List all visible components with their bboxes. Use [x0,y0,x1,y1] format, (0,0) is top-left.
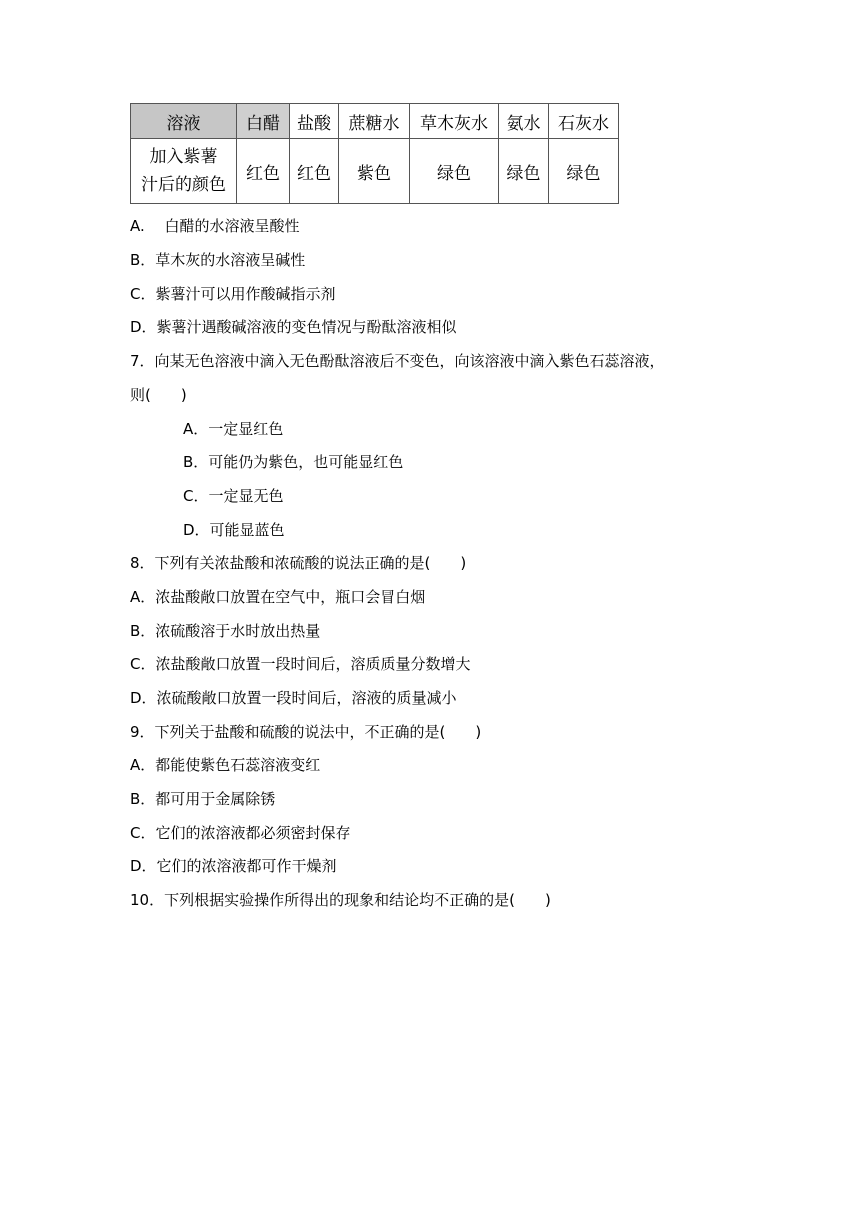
table-header-cell: 溶液 [131,104,237,139]
table-cell: 绿色 [410,139,499,204]
q9-option-a: A．都能使紫色石蕊溶液变红 [130,756,321,774]
q6-option-d: D．紫薯汁遇酸碱溶液的变色情况与酚酞溶液相似 [130,318,457,336]
q7-option-a: A．一定显红色 [183,420,284,438]
q7-stem: 7．向某无色溶液中滴入无色酚酞溶液后不变色，向该溶液中滴入紫色石蕊溶液， [130,352,665,370]
q10-stem: 10．下列根据实验操作所得出的现象和结论均不正确的是( ) [130,891,551,909]
q6-option-b: B．草木灰的水溶液呈碱性 [130,251,306,269]
table-cell: 紫色 [339,139,410,204]
q9-option-c: C．它们的浓溶液都必须密封保存 [130,824,351,842]
table-header-cell: 蔗糖水 [339,104,410,139]
table-header-row [131,104,619,139]
q8-stem: 8．下列有关浓盐酸和浓硫酸的说法正确的是( ) [130,554,467,572]
table-header-cell: 盐酸 [290,104,339,139]
q7-option-d: D．可能显蓝色 [183,521,285,539]
q9-stem: 9．下列关于盐酸和硫酸的说法中，不正确的是( ) [130,723,482,741]
q6-option-a: A. 白醋的水溶液呈酸性 [130,217,300,235]
q7-option-b: B．可能仍为紫色，也可能显红色 [183,453,404,471]
table-cell: 红色 [237,139,290,204]
table-header-cell: 石灰水 [549,104,619,139]
q8-option-b: B．浓硫酸溶于水时放出热量 [130,622,321,640]
table-header-cell: 氨水 [499,104,549,139]
row-label-line: 加入紫薯 [149,147,218,167]
table-cell: 绿色 [549,139,619,204]
row-label-line: 汁后的颜色 [141,175,226,195]
q9-option-d: D．它们的浓溶液都可作干燥剂 [130,857,337,875]
q7-option-c: C．一定显无色 [183,487,284,505]
table-header-cell: 草木灰水 [410,104,499,139]
q8-option-c: C．浓盐酸敞口放置一段时间后，溶质质量分数增大 [130,655,471,673]
q8-option-a: A．浓盐酸敞口放置在空气中，瓶口会冒白烟 [130,588,426,606]
table-cell: 绿色 [499,139,549,204]
q9-option-b: B．都可用于金属除锈 [130,790,276,808]
table-row [131,139,619,204]
q7-stem-continued: 则( ) [130,386,187,404]
q8-option-d: D．浓硫酸敞口放置一段时间后，溶液的质量减小 [130,689,457,707]
indicator-color-table [130,103,619,204]
q6-option-c: C．紫薯汁可以用作酸碱指示剂 [130,285,336,303]
table-header-cell: 白醋 [237,104,290,139]
table-row-header [131,139,237,204]
table-cell: 红色 [290,139,339,204]
